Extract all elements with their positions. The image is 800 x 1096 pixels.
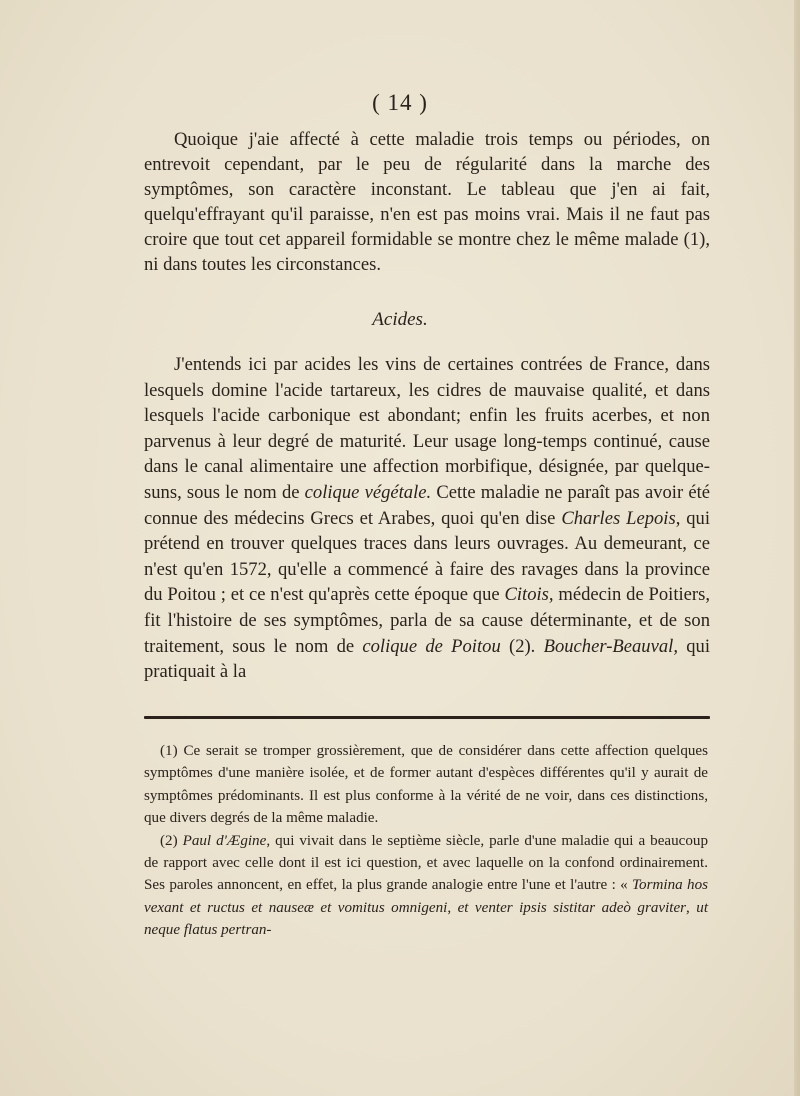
footnote-2 <box>144 830 708 942</box>
section-heading: Acides. <box>372 309 428 330</box>
latin-quote: Tormina hos vexant et ructus et nauseæ et vomitus omnigeni <box>144 877 708 916</box>
italic-term: colique végétale. <box>304 481 432 503</box>
italic-name: Boucher-Beauval, <box>543 635 678 657</box>
body-text-acides <box>144 352 710 685</box>
paragraph-1: Quoique j'aie affecté à cette maladie trois temps ou périodes, on entrevoit cependant, par le peu de régularité dans la marche des symptômes, son caractère inconstant. Le tableau que j'en ai fait, quelqu'effrayant qu'il paraisse, n'en est pas moins vrai. Mais il ne faut pas croire que tout cet appareil formidable se montre chez le même malade (1), ni dans toutes les circonstances. <box>144 129 710 276</box>
text-span: , qui prétend en trouver quelques traces dans leurs ouvrages. Au demeurant, ce n'est qu'en 1572, qu'elle a commencé à faire des ravages dans la province du Poitou ; et ce n'est qu'après cette époque que <box>144 507 711 606</box>
paragraph-2 <box>144 352 710 685</box>
footnote-ref: (2). <box>500 635 544 657</box>
text-span: qui pratiquait à la <box>144 635 710 683</box>
text-span: Cette maladie ne paraît pas avoir été connue des médecins Grecs et Arabes, quoi qu'en dise <box>144 481 711 529</box>
latin-quote: ut neque flatus pertran- <box>144 899 709 939</box>
body-text-intro <box>144 127 710 278</box>
footnote-1: (1) Ce serait se tromper grossièrement, que de considérer dans cette affection quelques symptômes d'une manière isolée, et de former autant d'espèces différentes qu'il y aurait de symptômes prédominants. Il est plus conforme à la vérité de ne voir, dans ces distinctions, que divers degrés de la même maladie. <box>144 743 708 827</box>
italic-name: Charles Lepois <box>561 507 676 529</box>
latin-quote: et venter ipsis sistitar adeò graviter <box>457 899 687 916</box>
footnote-separator <box>144 716 710 719</box>
text-span: , <box>447 899 458 916</box>
italic-name: Citois, <box>504 584 554 606</box>
italic-name: Paul d'Ægine <box>182 832 267 849</box>
page-number: ( 14 ) <box>372 90 428 115</box>
footnotes <box>144 740 708 942</box>
text-span: , qui vivait dans le septième siècle, parle d'une maladie qui a beaucoup de rapport avec celle dont il est ici question, et avec laquelle on la confond ordinairement. Ses paroles annoncent, en effet, la plus grande analogie entre l'une et l'autre : « <box>144 832 708 894</box>
italic-term: colique de Poitou <box>362 635 501 657</box>
text-span: médecin de Poitiers, fit l'histoire de ses symptômes, parla de sa cause déterminante, et de son traitement, sous le nom de <box>144 584 710 657</box>
text-span: J'entends ici par acides les vins de certaines contrées de France, dans lesquels domine l'acide tartareux, les cidres de mauvaise qualité, et dans lesquels l'acide carbonique est abondant; enfin les fruits acerbes, et non parvenus à leur degré de maturité. Leur usage long-temps continué, cause dans le canal alimentaire une affection morbifique, désignée, par quelque-suns, sous le nom de <box>144 354 710 503</box>
footnote-marker: (2) <box>160 832 183 849</box>
text-span: , <box>686 899 697 916</box>
page-edge <box>794 0 800 1096</box>
